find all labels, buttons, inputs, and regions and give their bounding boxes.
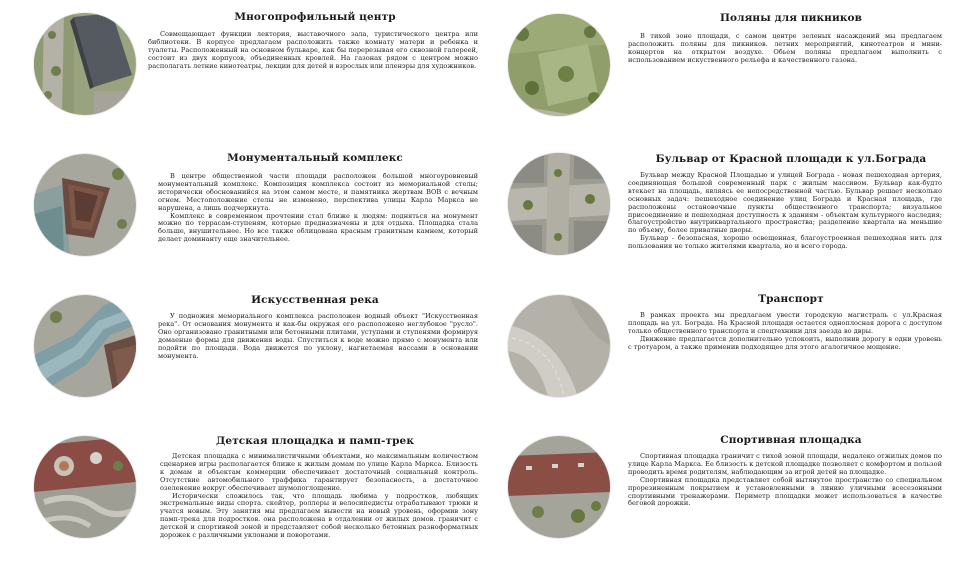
aerial-playground-icon [34, 436, 136, 538]
section-paragraph: Спортивная площадка представляет собой вытянутое пространство со специальном прорезиненным покрытием и установленными в линию уличными всесезонными спортивными тренажерами. Периметр площадки может использоваться в качестве беговой дорожки. [628, 475, 942, 508]
aerial-road-icon [508, 295, 610, 397]
section-image-transport [508, 295, 610, 397]
section-text [628, 453, 942, 508]
section-paragraph: Бульвар - безопасная, хорошо освещенная, благоустроенная пешеходная нить для пользования не только жителями квартала, но и всего города. [628, 234, 942, 251]
section-text [628, 172, 942, 251]
section-title: Искусственная река [251, 294, 379, 306]
section-title: Многопрофильный центр [234, 11, 396, 23]
section-paragraph: У подножия мемориального комплекса расположен водный объект "Искусственная река". От основания монумента и как-бы окружая его расположено неглубокое "русло". Оно организовано гранитными или бетонными плитами, уступами и ступенями формируя домаеные формы для движения воды. Спуститься к воде можно прямо с монумента или подойти по площади. Вода движется по уклону, нагнетаемая нассами в основании монумента. [158, 312, 478, 360]
aerial-building-icon [34, 13, 136, 115]
aerial-river-icon [34, 295, 136, 397]
section-text [148, 31, 478, 71]
section-text [628, 312, 942, 352]
section-title: Поляны для пикников [719, 12, 863, 24]
section-title: Бульвар от Красной площади к ул.Бограда [655, 153, 927, 165]
section-text [628, 33, 942, 65]
section-title: Спортивная площадка [720, 434, 862, 446]
section-title: Детская площадка и памп-трек [215, 435, 415, 447]
section-text [158, 173, 478, 244]
section-paragraph: В центре общественной части площади расположен большой многоуровневый монументальный комплекс. Композиция комплекса состоит из мемориальной стелы; исторически обоснованийся на этом самом месте, и памятника жертвам ВОВ с вечным огнем. Местоположение стелы не изменено, перспектива улицы Карла Маркса не нарушена, а лишь подчеркнута. [158, 172, 478, 212]
section-text [158, 313, 478, 360]
aerial-boulevard-icon [508, 153, 610, 255]
section-paragraph: В рамках проекта мы предлагаем увести городскую магистраль с ул.Красная площадь на ул. Бограда. На Красной площади остается одноплосная дорога с доступом только общественного транспорта и спецтехники для заезда во двры. [628, 311, 942, 335]
aerial-sports-court-icon [508, 436, 610, 538]
section-paragraph: Исторически сложилось так, что площадь любима у подростков, любящих экстремальные виды спорта. скейтер, роллеры и велосипедисты отрабатывают трюки и учатся новым. Эту занятия мы предлагаем вывести на новый уровень, оформив зону памп-трека для подростков. она расположена в отдалении от жилых домов. граничит с детской и спортивной зоной и представляет собой несколько бетонных разноформатных дорожек с различными уклонами и поворотами. [160, 491, 478, 540]
section-paragraph: Детская площадка с минималистичными объектами, но максимальным количеством сценариев игры располагается ближе к жилым домам по улице Карла Маркса. Близость к домам и объектам коммерции обеспечивает достаточный социальный контроль. Отсутствие автомобильного траффика гарантирует безопасность, а достаточное озеленение вокруг обеспечивает шумопоглощение. [160, 452, 478, 492]
section-paragraph: Спортивная площадка граничит с тихой зоной площади, недалеко отжилых домов по улице Карла Маркса. Ее близость к детской площадке позволяет с комфортом и пользой проводить время родителям, наблюдающим за игрой детей на площадке. [628, 452, 942, 476]
section-image-multipurpose-center [34, 13, 136, 115]
section-paragraph: В тихой зоне площади, с самом центре зеленых насаждений мы предлагаем расположить поляны для пикников. летних мероприятий, кинотеатров и мини-концертов на открытом воздухе. Обьем поляны предлагаем выполнить с использованием искуственного рельефа и качественного газона. [628, 32, 942, 64]
section-paragraph: Совмещающает функции лектория, выставочного зала, туристического центра или библиотеки. В корпусе предлагаем расположить также комнату матери и ребенка и туалеты. Расположенный на основном бульваре, как бы перерезывая его сквозной галереей, состоит из двух корпусов, объединенных кровлей. На газонах рядом с центром можно располагать летние кинотеатры, лекции для детей и взрослых или пленэры для художников. [148, 30, 478, 70]
aerial-monument-icon [34, 154, 136, 256]
section-image-picnic-lawns [508, 14, 610, 116]
section-paragraph: Движение предлагается дополнительно успокоить, выполнив дорогу в одни уровень с тротуаром, а также применив подходящее для этого агалогичное мощение. [628, 334, 942, 351]
aerial-lawn-icon [508, 14, 610, 116]
section-image-sports-court [508, 436, 610, 538]
section-title: Монументальный комплекс [227, 152, 403, 164]
section-image-boulevard [508, 153, 610, 255]
section-image-playground [34, 436, 136, 538]
section-text [160, 453, 478, 540]
section-paragraph: Комплекс в современном прочтении стал ближе к людям: подняться на монумент можно по террасам-ступеням, которые предназначены и для отдыха. Площадка стала больше, внушительнее. Но все также облицована красным гранитным камнем, который делает доминанту еще значительнее. [158, 211, 478, 244]
page-edge [958, 0, 978, 573]
section-image-monument-complex [34, 154, 136, 256]
section-image-artificial-river [34, 295, 136, 397]
section-title: Транспорт [758, 293, 824, 305]
section-paragraph: Бульвар между Красной Площадью и улицей Бограда - новая пешеходная артерия, соединяющая большой современный парк с жилым массивом. Бульвар как-будто втекает на площадь, являясь ее непосредственной частью. Бульвар решает несколько основных задач: пешеходное соединение улиц Бограда и Красная площадь, где расположены остановочные пункты общественного транспорта; визуальное присоединение и пешеходная доступность к зданиям - объектам культурного наследия; благоустройство внутриквартального пространства; разделение квартала на меньшие по объему, более приватные дворы. [628, 171, 942, 235]
